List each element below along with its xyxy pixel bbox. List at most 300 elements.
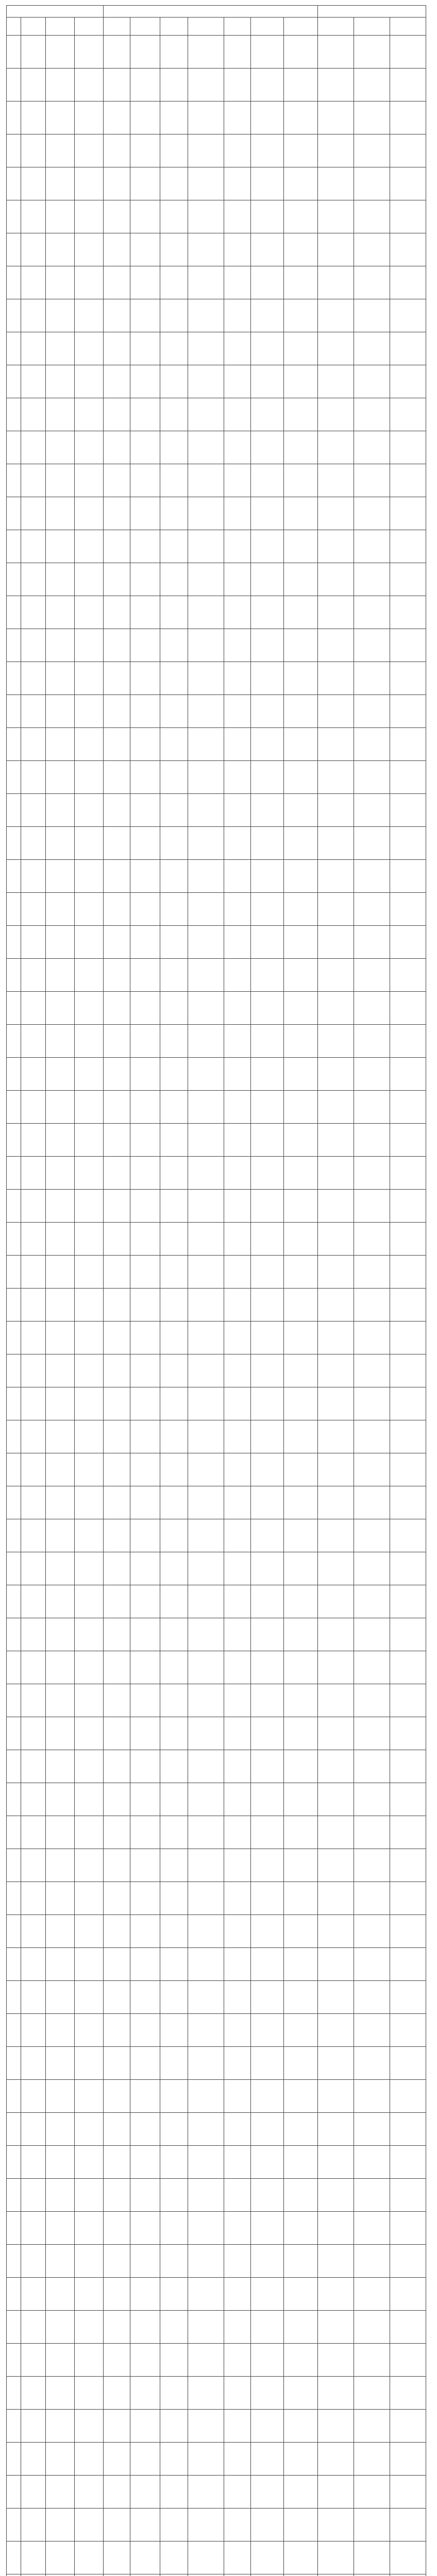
table-cell [75, 2410, 104, 2443]
table-row [7, 1256, 426, 1289]
table-cell [224, 1915, 251, 1948]
table-cell [46, 563, 75, 596]
table-row [7, 69, 426, 101]
table-cell [188, 530, 224, 563]
table-cell [160, 1387, 188, 1420]
table-cell [318, 1519, 354, 1552]
table-cell [188, 596, 224, 629]
table-cell [46, 101, 75, 134]
table-cell [130, 530, 160, 563]
table-cell [46, 1058, 75, 1091]
table-cell [354, 398, 390, 431]
table-cell [354, 1321, 390, 1354]
table-cell [188, 1717, 224, 1750]
table-cell [46, 398, 75, 431]
table-cell [130, 1651, 160, 1684]
table-cell [7, 1552, 21, 1585]
table-cell [75, 1420, 104, 1453]
table-cell [354, 36, 390, 69]
table-cell [251, 1453, 284, 1486]
table-cell [104, 1025, 130, 1058]
table-cell [160, 2146, 188, 2179]
table-cell [7, 1256, 21, 1289]
table-cell [7, 1058, 21, 1091]
table-cell [7, 2245, 21, 2278]
table-cell [104, 596, 130, 629]
table-body [7, 36, 426, 2576]
table-cell [318, 1849, 354, 1882]
table-cell [130, 200, 160, 233]
table-cell [284, 167, 318, 200]
table-cell [7, 1915, 21, 1948]
table-cell [46, 1585, 75, 1618]
table-row [7, 497, 426, 530]
table-cell [390, 2443, 426, 2476]
table-cell [354, 365, 390, 398]
table-cell [7, 1190, 21, 1223]
table-cell [160, 1651, 188, 1684]
table-cell [130, 794, 160, 827]
table-cell [224, 431, 251, 464]
column-header [104, 18, 130, 36]
table-cell [188, 2509, 224, 2541]
table-cell [354, 2047, 390, 2080]
table-cell [130, 1816, 160, 1849]
table-cell [251, 860, 284, 893]
table-row [7, 1849, 426, 1882]
table-cell [46, 1091, 75, 1124]
table-cell [160, 2574, 188, 2576]
table-cell [318, 1256, 354, 1289]
table-cell [318, 1124, 354, 1157]
table-cell [21, 1124, 46, 1157]
table-cell [7, 1420, 21, 1453]
table-cell [390, 2179, 426, 2212]
table-cell [251, 1420, 284, 1453]
table-cell [224, 167, 251, 200]
table-cell [75, 365, 104, 398]
table-cell [354, 1486, 390, 1519]
table-cell [251, 2574, 284, 2576]
table-cell [7, 2113, 21, 2146]
table-cell [7, 2080, 21, 2113]
table-cell [354, 992, 390, 1025]
table-cell [75, 2113, 104, 2146]
table-cell [318, 1157, 354, 1190]
table-cell [7, 563, 21, 596]
table-cell [188, 695, 224, 728]
table-cell [251, 2047, 284, 2080]
table-cell [284, 36, 318, 69]
table-row [7, 2443, 426, 2476]
table-cell [224, 1354, 251, 1387]
table-cell [354, 2080, 390, 2113]
table-cell [130, 1387, 160, 1420]
table-cell [318, 761, 354, 794]
table-cell [75, 1585, 104, 1618]
table-cell [104, 761, 130, 794]
table-cell [354, 1552, 390, 1585]
table-cell [75, 1750, 104, 1783]
table-row [7, 2541, 426, 2574]
table-cell [130, 332, 160, 365]
table-cell [224, 299, 251, 332]
table-cell [75, 1058, 104, 1091]
table-cell [160, 266, 188, 299]
table-cell [75, 2212, 104, 2245]
table-cell [160, 1486, 188, 1519]
table-cell [46, 2509, 75, 2541]
table-cell [318, 1486, 354, 1519]
table-cell [75, 2080, 104, 2113]
table-cell [224, 2377, 251, 2410]
table-cell [390, 992, 426, 1025]
table-cell [251, 365, 284, 398]
table-cell [251, 2443, 284, 2476]
table-cell [160, 1354, 188, 1387]
table-cell [130, 1618, 160, 1651]
table-cell [7, 36, 21, 69]
table-cell [75, 695, 104, 728]
table-cell [21, 2541, 46, 2574]
table-cell [354, 1849, 390, 1882]
table-cell [354, 695, 390, 728]
table-cell [390, 2047, 426, 2080]
table-cell [21, 860, 46, 893]
table-cell [75, 2344, 104, 2377]
table-cell [130, 629, 160, 662]
table-cell [46, 1190, 75, 1223]
table-cell [224, 2443, 251, 2476]
table-cell [7, 2212, 21, 2245]
table-cell [188, 365, 224, 398]
table-cell [46, 1684, 75, 1717]
table-cell [284, 2014, 318, 2047]
table-cell [75, 2509, 104, 2541]
table-cell [7, 1585, 21, 1618]
table-cell [130, 1585, 160, 1618]
table-cell [104, 1618, 130, 1651]
table-cell [46, 695, 75, 728]
table-cell [130, 1058, 160, 1091]
table-cell [188, 992, 224, 1025]
table-cell [188, 134, 224, 167]
table-cell [188, 1750, 224, 1783]
table-cell [160, 2080, 188, 2113]
table-cell [284, 464, 318, 497]
table-cell [251, 1321, 284, 1354]
table-cell [130, 1519, 160, 1552]
table-cell [75, 2443, 104, 2476]
table-cell [224, 233, 251, 266]
table-cell [354, 2179, 390, 2212]
table-cell [354, 332, 390, 365]
table-cell [130, 134, 160, 167]
table-row [7, 1025, 426, 1058]
table-cell [251, 200, 284, 233]
table-cell [284, 332, 318, 365]
table-cell [21, 134, 46, 167]
table-cell [354, 629, 390, 662]
table-cell [7, 992, 21, 1025]
table-cell [318, 101, 354, 134]
table-cell [21, 1585, 46, 1618]
table-cell [224, 1618, 251, 1651]
table-cell [251, 2311, 284, 2344]
table-cell [46, 2014, 75, 2047]
column-header [284, 18, 318, 36]
table-cell [251, 530, 284, 563]
table-cell [390, 1124, 426, 1157]
table-cell [284, 2443, 318, 2476]
table-cell [130, 2410, 160, 2443]
table-cell [251, 2146, 284, 2179]
table-cell [224, 497, 251, 530]
table-cell [46, 2311, 75, 2344]
table-cell [354, 563, 390, 596]
table-cell [75, 1882, 104, 1915]
table-cell [251, 959, 284, 992]
table-cell [354, 2377, 390, 2410]
table-cell [251, 926, 284, 959]
table-row [7, 629, 426, 662]
table-cell [390, 1025, 426, 1058]
table-cell [21, 2278, 46, 2311]
table-cell [46, 992, 75, 1025]
table-cell [46, 1618, 75, 1651]
table-row [7, 200, 426, 233]
table-cell [318, 728, 354, 761]
table-cell [188, 1256, 224, 1289]
table-cell [130, 728, 160, 761]
table-cell [251, 233, 284, 266]
table-cell [104, 1289, 130, 1321]
table-cell [318, 1552, 354, 1585]
table-cell [130, 1717, 160, 1750]
table-cell [251, 497, 284, 530]
table-cell [160, 2179, 188, 2212]
table-cell [7, 761, 21, 794]
table-cell [251, 1387, 284, 1420]
table-cell [284, 101, 318, 134]
table-cell [354, 2410, 390, 2443]
table-cell [251, 1025, 284, 1058]
table-cell [7, 365, 21, 398]
table-cell [318, 2574, 354, 2576]
table-cell [390, 1717, 426, 1750]
table-cell [75, 530, 104, 563]
table-cell [75, 728, 104, 761]
table-cell [224, 959, 251, 992]
table-cell [284, 299, 318, 332]
table-cell [75, 398, 104, 431]
table-cell [75, 299, 104, 332]
table-cell [160, 2245, 188, 2278]
table-cell [7, 167, 21, 200]
table-cell [104, 431, 130, 464]
table-cell [46, 233, 75, 266]
table-cell [354, 2509, 390, 2541]
table-cell [284, 1453, 318, 1486]
table-cell [188, 2080, 224, 2113]
table-cell [7, 2410, 21, 2443]
table-cell [188, 2410, 224, 2443]
table-cell [46, 1651, 75, 1684]
table-cell [318, 959, 354, 992]
table-cell [104, 1453, 130, 1486]
table-cell [130, 2047, 160, 2080]
table-cell [188, 200, 224, 233]
table-cell [390, 959, 426, 992]
table-row [7, 827, 426, 860]
table-cell [354, 69, 390, 101]
table-cell [104, 299, 130, 332]
column-header [318, 18, 354, 36]
table-row [7, 1321, 426, 1354]
table-cell [251, 563, 284, 596]
table-cell [130, 1882, 160, 1915]
table-cell [21, 1651, 46, 1684]
table-cell [160, 1915, 188, 1948]
table-cell [251, 1816, 284, 1849]
table-cell [160, 69, 188, 101]
table-cell [7, 2574, 21, 2576]
table-cell [251, 167, 284, 200]
table-cell [318, 1651, 354, 1684]
table-cell [224, 1025, 251, 1058]
table-cell [390, 926, 426, 959]
table-cell [284, 1915, 318, 1948]
table-row [7, 2410, 426, 2443]
table-cell [251, 2014, 284, 2047]
table-cell [21, 332, 46, 365]
table-cell [46, 2212, 75, 2245]
table-cell [251, 1256, 284, 1289]
table-cell [130, 1849, 160, 1882]
table-cell [21, 1387, 46, 1420]
table-cell [251, 1750, 284, 1783]
table-cell [130, 36, 160, 69]
table-cell [284, 1981, 318, 2014]
table-cell [75, 1387, 104, 1420]
table-cell [188, 1387, 224, 1420]
table-cell [390, 200, 426, 233]
table-cell [318, 167, 354, 200]
table-cell [7, 629, 21, 662]
table-cell [318, 893, 354, 926]
table-cell [284, 365, 318, 398]
table-cell [224, 2476, 251, 2509]
table-cell [188, 1223, 224, 1256]
table-cell [7, 1453, 21, 1486]
table-cell [160, 1684, 188, 1717]
table-cell [224, 2047, 251, 2080]
table-cell [251, 1915, 284, 1948]
table-cell [354, 200, 390, 233]
table-cell [21, 36, 46, 69]
table-cell [188, 2047, 224, 2080]
table-cell [104, 2541, 130, 2574]
table-cell [46, 1256, 75, 1289]
table-cell [75, 233, 104, 266]
table-cell [354, 101, 390, 134]
table-cell [21, 2476, 46, 2509]
table-row [7, 332, 426, 365]
table-cell [7, 266, 21, 299]
table-row [7, 233, 426, 266]
table-cell [284, 959, 318, 992]
table-cell [104, 2014, 130, 2047]
header-group-row [7, 6, 426, 18]
table-cell [224, 365, 251, 398]
table-cell [318, 530, 354, 563]
table-cell [284, 1651, 318, 1684]
table-cell [21, 728, 46, 761]
table-cell [46, 1783, 75, 1816]
table-row [7, 2476, 426, 2509]
table-cell [354, 1223, 390, 1256]
table-cell [160, 2443, 188, 2476]
table-cell [390, 398, 426, 431]
table-cell [160, 1190, 188, 1223]
table-cell [104, 2509, 130, 2541]
column-header [224, 18, 251, 36]
table-cell [21, 794, 46, 827]
table-cell [390, 662, 426, 695]
table-cell [224, 1585, 251, 1618]
table-cell [390, 1585, 426, 1618]
table-cell [46, 761, 75, 794]
table-cell [46, 596, 75, 629]
table-cell [75, 1321, 104, 1354]
table-cell [130, 761, 160, 794]
table-cell [75, 860, 104, 893]
table-cell [251, 1091, 284, 1124]
table-cell [7, 926, 21, 959]
table-row [7, 794, 426, 827]
table-cell [251, 1124, 284, 1157]
table-cell [21, 1453, 46, 1486]
column-header [130, 18, 160, 36]
table-cell [75, 1223, 104, 1256]
table-cell [7, 530, 21, 563]
table-cell [318, 794, 354, 827]
table-cell [318, 596, 354, 629]
table-cell [188, 2245, 224, 2278]
table-cell [104, 2377, 130, 2410]
table-cell [390, 1289, 426, 1321]
table-cell [75, 1190, 104, 1223]
table-cell [75, 1354, 104, 1387]
table-cell [390, 2377, 426, 2410]
table-cell [188, 497, 224, 530]
table-cell [284, 1190, 318, 1223]
table-cell [130, 1915, 160, 1948]
table-cell [188, 2377, 224, 2410]
table-cell [7, 1354, 21, 1387]
table-cell [390, 1552, 426, 1585]
table-cell [21, 2212, 46, 2245]
table-cell [7, 2179, 21, 2212]
table-row [7, 893, 426, 926]
table-cell [390, 2146, 426, 2179]
table-cell [21, 1321, 46, 1354]
table-cell [130, 1783, 160, 1816]
table-cell [21, 2146, 46, 2179]
table-cell [130, 299, 160, 332]
table-cell [390, 2014, 426, 2047]
table-cell [7, 1486, 21, 1519]
